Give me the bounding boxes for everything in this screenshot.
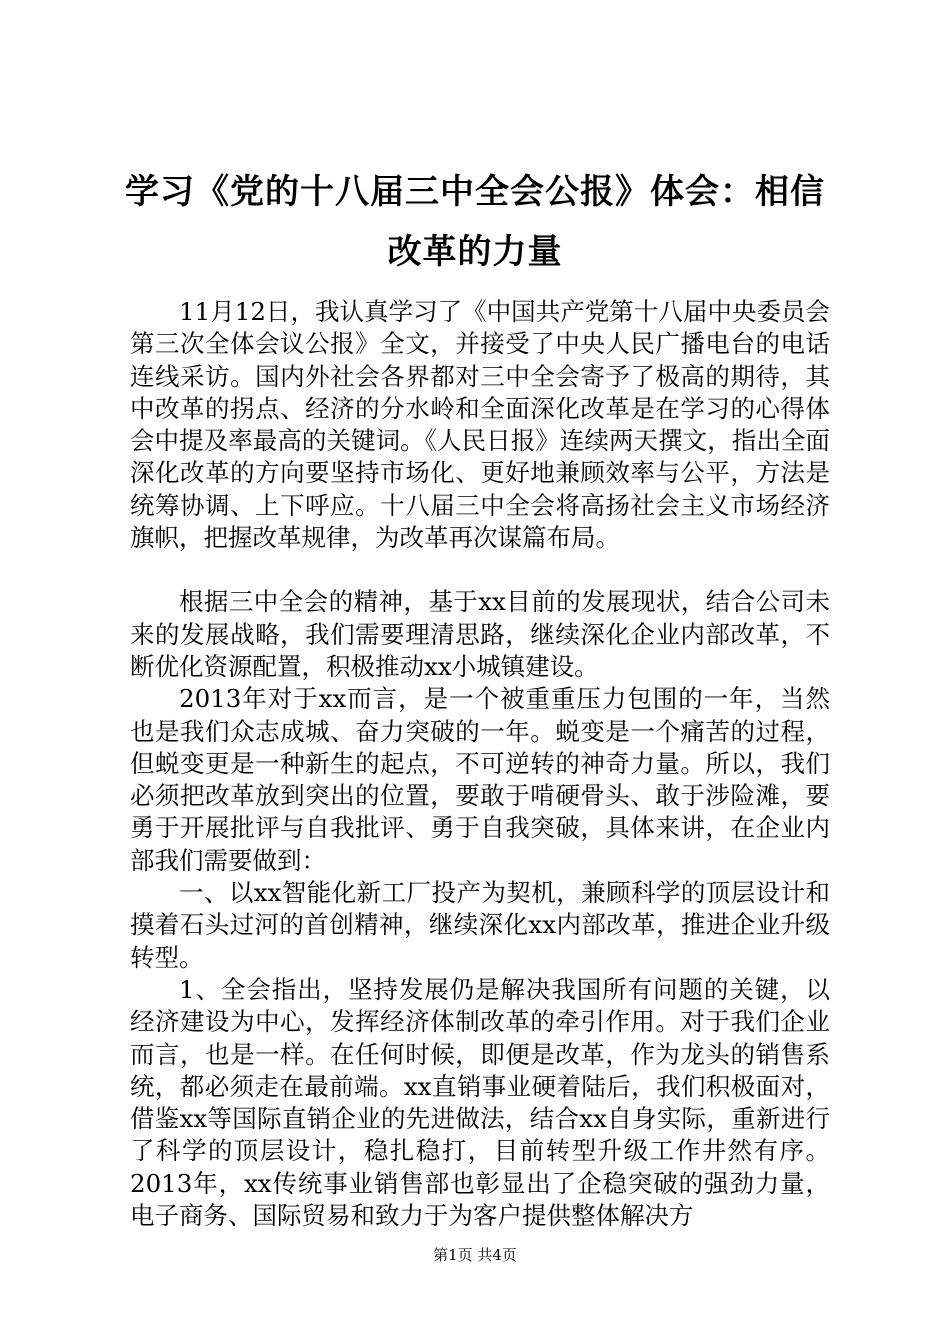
document-title xyxy=(120,162,830,282)
paragraph-2013: 2013年对于xx而言，是一个被重重压力包围的一年，当然也是我们众志成城、奋力突破的一年。蜕变是一个痛苦的过程，但蜕变更是一种新生的起点，不可逆转的神奇力量。所以，我们必须把改革放到突出的位置，要敢于啃硬骨头、敢于涉险滩，要勇于开展批评与自我批评、勇于自我突破，具体来讲，在企业内部我们需要做到： xyxy=(130,684,830,875)
page-footer: 第1页 共4页 xyxy=(433,1246,517,1264)
document-body xyxy=(130,296,830,1232)
paragraph-point-one: 1、全会指出，坚持发展仍是解决我国所有问题的关键，以经济建设为中心，发挥经济体制改革的牵引作用。对于我们企业而言，也是一样。在任何时候，即便是改革，作为龙头的销售系统，都必须走在最前端。xx直销事业硬着陆后，我们积极面对，借鉴xx等国际直销企业的先进做法，结合xx自身实际，重新进行了科学的顶层设计，稳扎稳打，目前转型升级工作井然有序。2013年，xx传统事业销售部也彰显出了企稳突破的强劲力量，电子商务、国际贸易和致力于为客户提供整体解决方 xyxy=(130,974,830,1231)
title-line-2: 改革的力量 xyxy=(387,232,563,272)
paragraph-section-one: 一、以xx智能化新工厂投产为契机，兼顾科学的顶层设计和摸着石头过河的首创精神，继续深化xx内部改革，推进企业升级转型。 xyxy=(130,878,830,972)
paragraph-intro: 11月12日，我认真学习了《中国共产党第十八届中央委员会第三次全体会议公报》全文，并接受了中央人民广播电台的电话连线采访。国内外社会各界都对三中全会寄予了极高的期待，其中改革的拐点、经济的分水岭和全面深化改革是在学习的心得体会中提及率最高的关键词。《人民日报》连续两天撰文，指出全面深化改革的方向要坚持市场化、更好地兼顾效率与公平，方法是统筹协调、上下呼应。十八届三中全会将高扬社会主义市场经济旗帜，把握改革规律，为改革再次谋篇布局。 xyxy=(130,297,830,553)
title-line-1: 学习《党的十八届三中全会公报》体会：相信 xyxy=(125,172,825,212)
paragraph-strategy: 根据三中全会的精神，基于xx目前的发展现状，结合公司未来的发展战略，我们需要理清思路，继续深化企业内部改革，不断优化资源配置，积极推动xx小城镇建设。 xyxy=(130,587,830,681)
